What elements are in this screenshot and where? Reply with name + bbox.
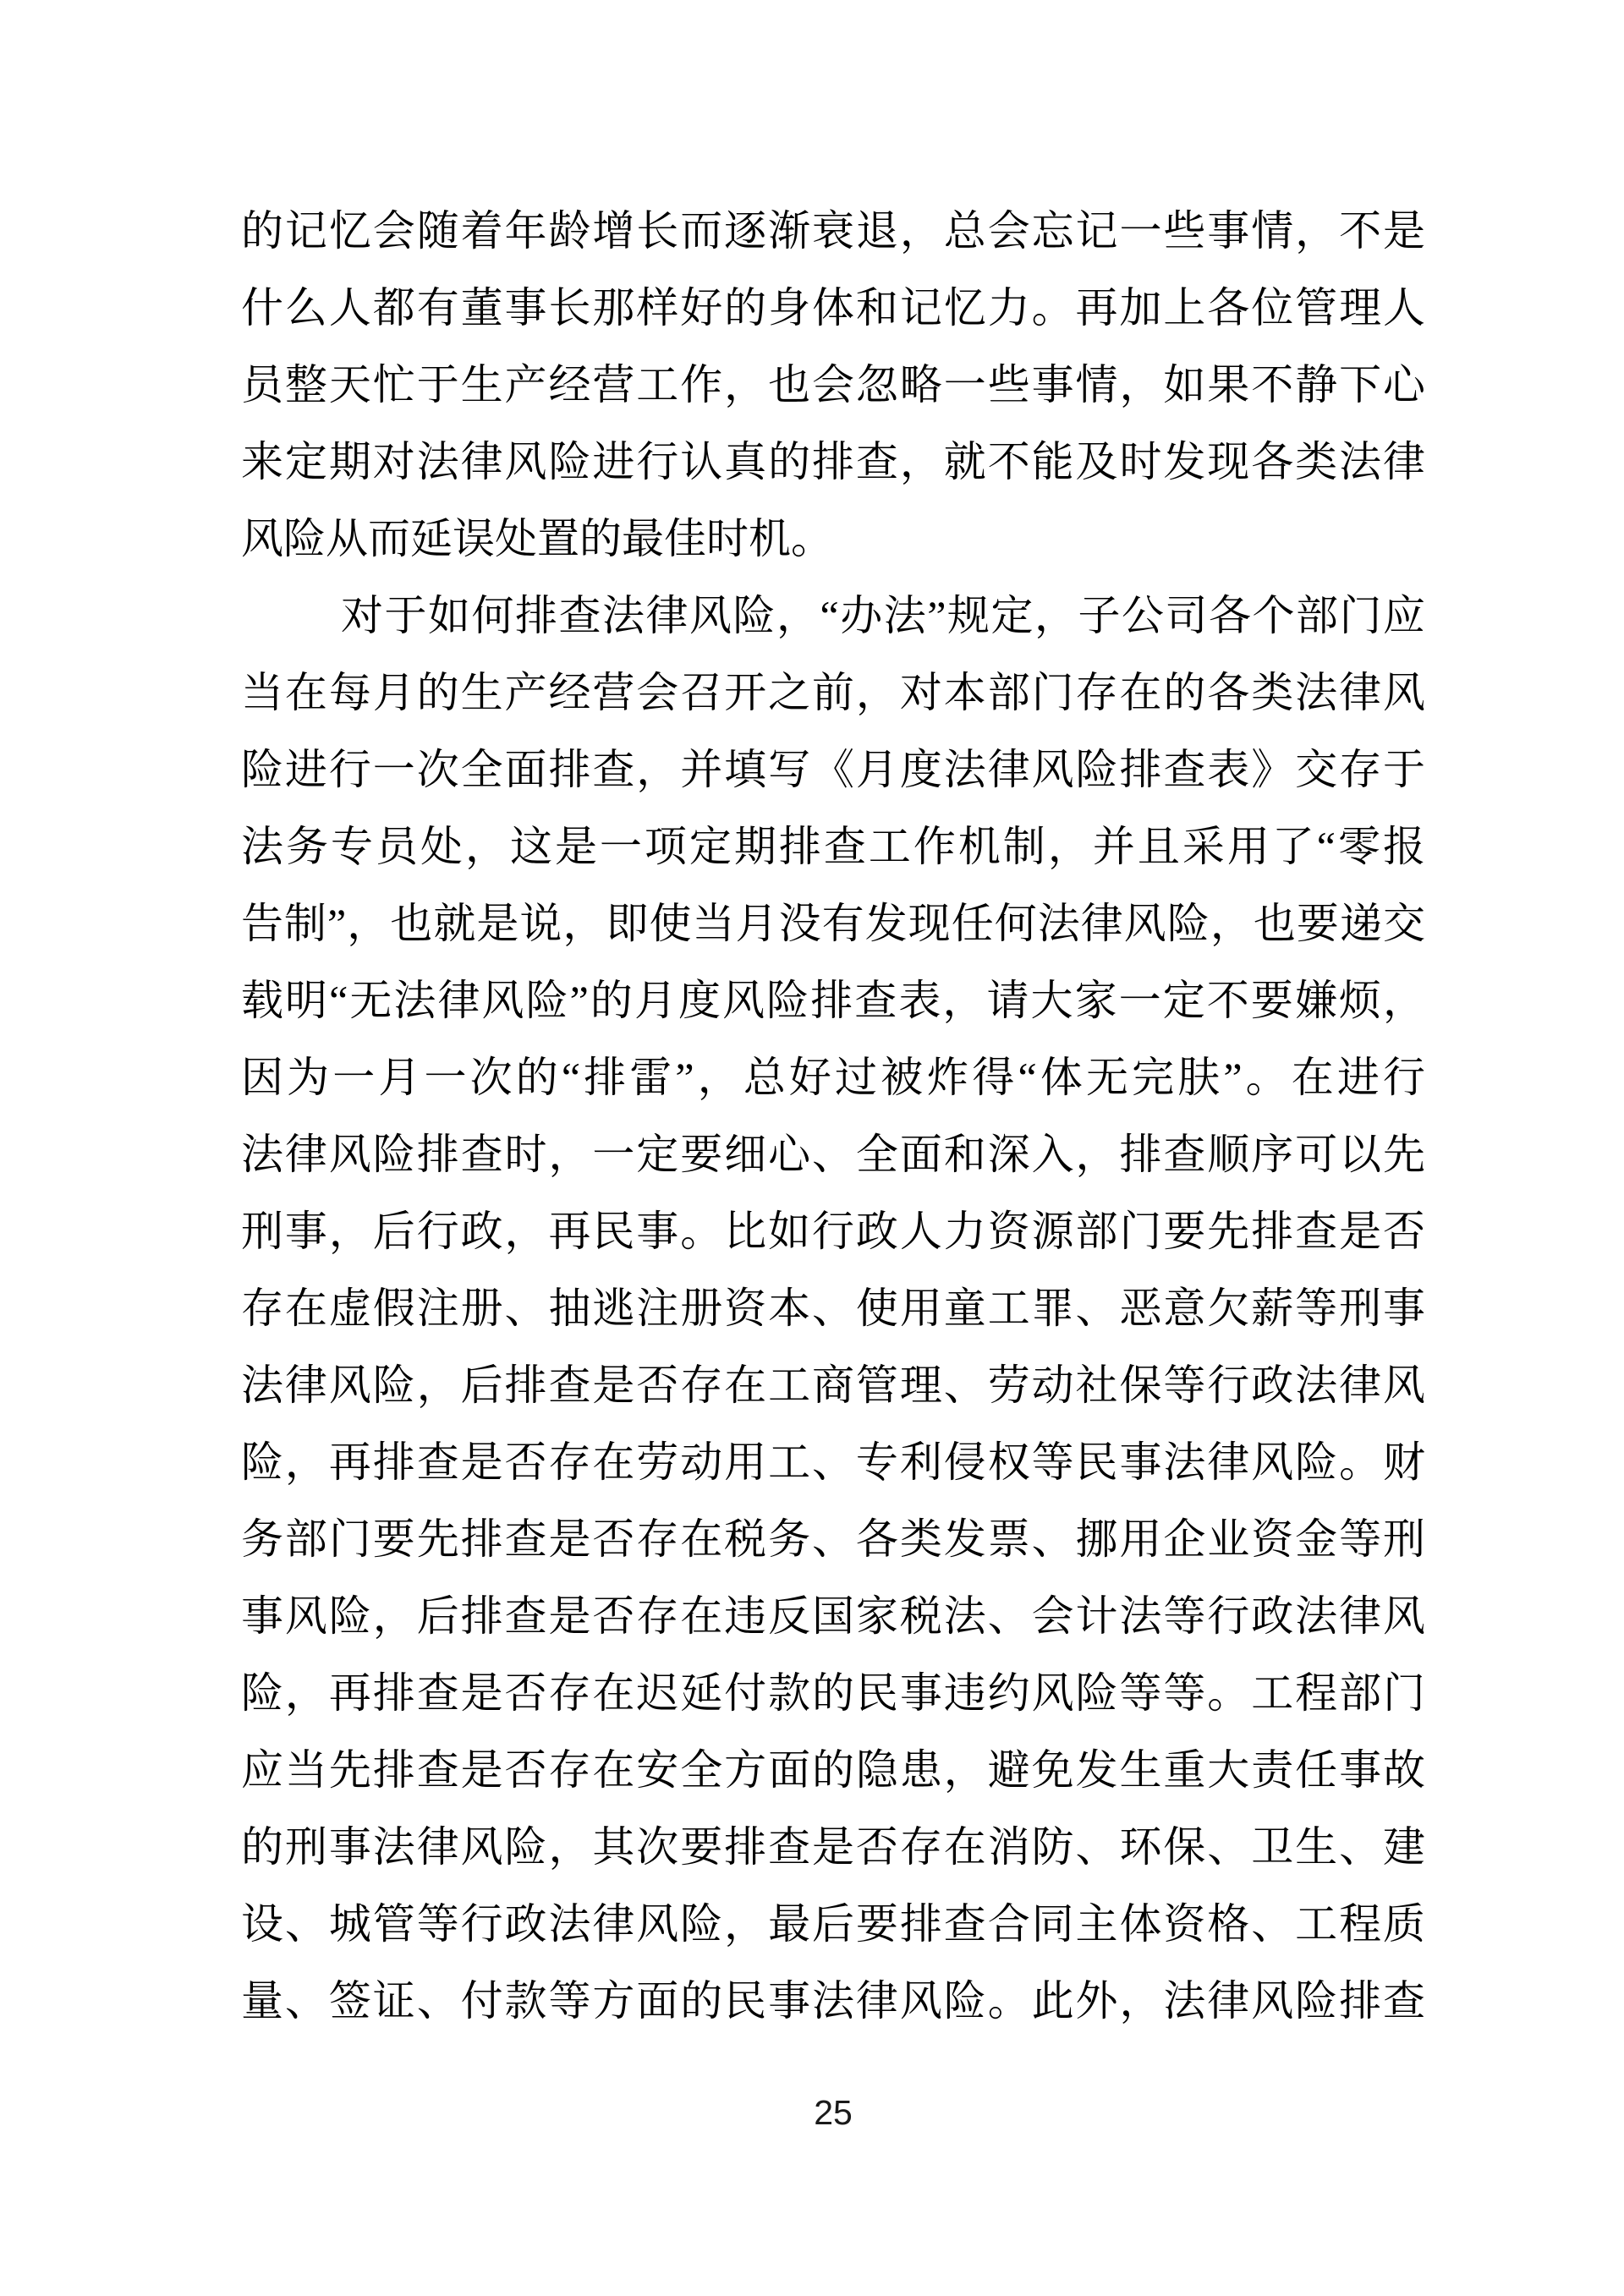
text-line: 务部门要先排查是否存在税务、各类发票、挪用企业资金等刑 bbox=[241, 1515, 1425, 1563]
text-line: 法务专员处，这是一项定期排查工作机制，并且采用了“零报 bbox=[241, 823, 1425, 870]
text-line: 来定期对法律风险进行认真的排查，就不能及时发现各类法律 bbox=[241, 438, 1425, 485]
text-line: 法律风险排查时，一定要细心、全面和深入，排查顺序可以先 bbox=[241, 1131, 1425, 1178]
text-line: 事风险，后排查是否存在违反国家税法、会计法等行政法律风 bbox=[241, 1592, 1425, 1640]
text-line: 设、城管等行政法律风险，最后要排查合同主体资格、工程质 bbox=[241, 1900, 1425, 1948]
text-line: 的记忆会随着年龄增长而逐渐衰退，总会忘记一些事情，不是 bbox=[241, 207, 1425, 255]
text-line: 载明“无法律风险”的月度风险排查表，请大家一定不要嫌烦， bbox=[241, 977, 1425, 1024]
text-line: 法律风险，后排查是否存在工商管理、劳动社保等行政法律风 bbox=[241, 1362, 1425, 1409]
text-line: 因为一月一次的“排雷”，总好过被炸得“体无完肤”。在进行 bbox=[241, 1054, 1425, 1101]
text-line: 存在虚假注册、抽逃注册资本、使用童工罪、恶意欠薪等刑事 bbox=[241, 1285, 1425, 1332]
text-line: 的刑事法律风险，其次要排查是否存在消防、环保、卫生、建 bbox=[241, 1823, 1425, 1871]
text-line: 应当先排查是否存在安全方面的隐患，避免发生重大责任事故 bbox=[241, 1746, 1425, 1794]
text-line: 什么人都有董事长那样好的身体和记忆力。再加上各位管理人 bbox=[241, 284, 1425, 332]
text-line: 员整天忙于生产经营工作，也会忽略一些事情，如果不静下心 bbox=[241, 361, 1425, 408]
text-line: 量、签证、付款等方面的民事法律风险。此外，法律风险排查 bbox=[241, 1977, 1425, 2025]
text-line: 刑事，后行政，再民事。比如行政人力资源部门要先排查是否 bbox=[241, 1208, 1425, 1255]
text-block bbox=[241, 193, 1425, 2040]
page-footer bbox=[241, 2093, 1425, 2132]
text-line: 险，再排查是否存在劳动用工、专利侵权等民事法律风险。财 bbox=[241, 1438, 1425, 1486]
text-line: 险进行一次全面排查，并填写《月度法律风险排查表》交存于 bbox=[241, 746, 1425, 793]
text-line: 当在每月的生产经营会召开之前，对本部门存在的各类法律风 bbox=[241, 669, 1425, 716]
text-line: 对于如何排查法律风险，“办法”规定，子公司各个部门应 bbox=[341, 592, 1425, 639]
text-line: 风险从而延误处置的最佳时机。 bbox=[241, 515, 833, 562]
text-line: 险，再排查是否存在迟延付款的民事违约风险等等。工程部门 bbox=[241, 1669, 1425, 1717]
page-number: 25 bbox=[814, 2093, 853, 2132]
text-line: 告制”，也就是说，即使当月没有发现任何法律风险，也要递交 bbox=[241, 900, 1425, 947]
